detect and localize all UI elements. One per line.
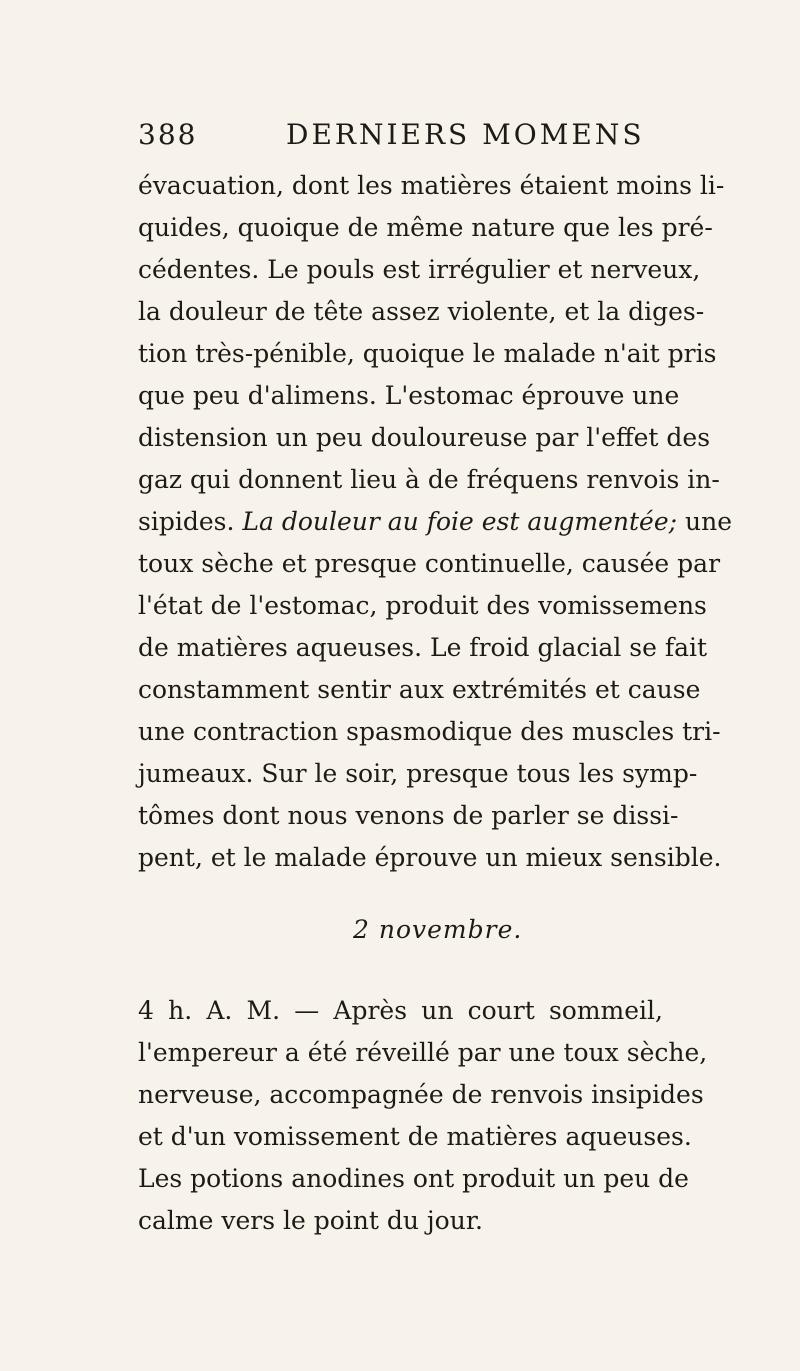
text-line: une contraction spasmodique des muscles tri-: [138, 717, 721, 746]
date-heading: 2 novembre.: [353, 915, 523, 944]
text-line: tômes dont nous venons de parler se dissi-: [138, 801, 679, 830]
text-line: nerveuse, accompagnée de renvois insipides: [138, 1080, 704, 1109]
text-line: jumeaux. Sur le soir, presque tous les symp-: [138, 759, 698, 788]
text-line: distension un peu douloureuse par l'effet des: [138, 423, 711, 452]
text-line: l'empereur a été réveillé par une toux sèche,: [138, 1038, 708, 1067]
text-line: 4 h. A. M. — Après un court sommeil,: [138, 996, 663, 1025]
text-line: et d'un vomissement de matières aqueuses.: [138, 1122, 692, 1151]
text-fragment: sipides.: [138, 507, 243, 536]
text-line: la douleur de tête assez violente, et la diges-: [138, 297, 705, 326]
text-line: calme vers le point du jour.: [138, 1206, 483, 1235]
text-line: de matières aqueuses. Le froid glacial se fait: [138, 633, 708, 662]
text-line: Les potions anodines ont produit un peu de: [138, 1164, 689, 1193]
text-line-with-italic: [138, 501, 732, 543]
text-line: quides, quoique de même nature que les pré-: [138, 213, 713, 242]
text-line: cédentes. Le pouls est irrégulier et nerveux,: [138, 255, 701, 284]
page-number: 388: [138, 118, 198, 151]
text-line: évacuation, dont les matières étaient moins li-: [138, 171, 725, 200]
page-header: [138, 118, 658, 158]
text-line: gaz qui donnent lieu à de fréquens renvois in-: [138, 465, 720, 494]
text-line: pent, et le malade éprouve un mieux sensible.: [138, 843, 722, 872]
italic-phrase: La douleur au foie est augmentée;: [242, 507, 678, 536]
text-fragment: une: [677, 507, 732, 536]
paragraph-2: [138, 990, 708, 1242]
text-line: toux sèche et presque continuelle, causée par: [138, 549, 721, 578]
text-line: constamment sentir aux extrémités et cause: [138, 675, 701, 704]
paragraph-1: [138, 165, 732, 879]
text-line: que peu d'alimens. L'estomac éprouve une: [138, 381, 680, 410]
text-line: tion très-pénible, quoique le malade n'ait pris: [138, 339, 717, 368]
running-title: DERNIERS MOMENS: [286, 118, 645, 151]
text-line: l'état de l'estomac, produit des vomissemens: [138, 591, 707, 620]
